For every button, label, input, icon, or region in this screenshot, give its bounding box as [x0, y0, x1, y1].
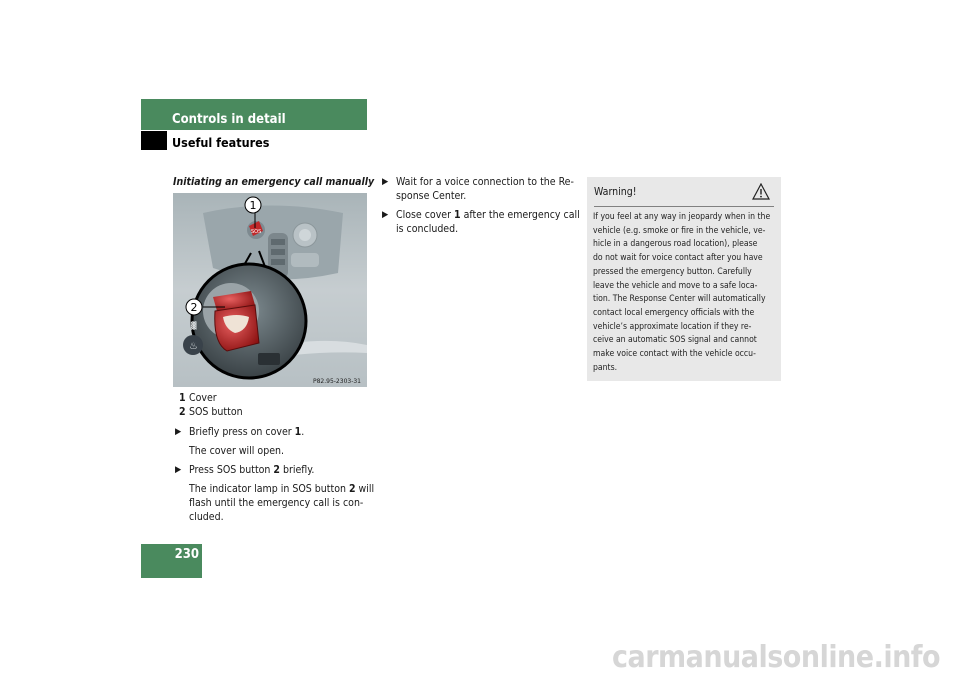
header-marker — [141, 131, 167, 150]
section-title: Controls in detail — [172, 112, 286, 127]
step-instruction: Close cover 1 after the emergency call — [396, 209, 580, 221]
step-bullet-icon: ▶ — [382, 177, 389, 187]
legend-item: 2 SOS button — [179, 406, 243, 418]
warning-triangle-icon — [752, 183, 770, 200]
step-instruction: Wait for a voice connection to the Re- — [396, 176, 574, 188]
procedure-heading: Initiating an emergency call manually — [173, 176, 375, 188]
svg-text:♨: ♨ — [189, 341, 198, 352]
sos-label: SOS — [251, 229, 262, 235]
step-instruction: Press SOS button 2 briefly. — [189, 464, 315, 476]
watermark: carmanualsonline.info — [612, 640, 941, 675]
step-bullet-icon: ▶ — [382, 210, 389, 220]
step-result: The cover will open. — [189, 445, 285, 457]
warning-title: Warning! — [594, 186, 637, 198]
warning-divider — [594, 206, 774, 207]
step-bullet-icon: ▶ — [175, 427, 182, 437]
legend-item: 1 Cover — [179, 392, 217, 404]
step-bullet-icon: ▶ — [175, 465, 182, 475]
step-instruction: sponse Center. — [396, 190, 467, 202]
figure-code: P82.95-2303-31 — [312, 378, 361, 385]
subsection-title: Useful features — [172, 135, 270, 150]
callout-2: 2 — [190, 301, 198, 314]
sos-button-figure — [173, 193, 367, 387]
step-result: flash until the emergency call is con- — [189, 497, 364, 509]
step-instruction: Briefly press on cover 1. — [189, 426, 305, 438]
warning-text: If you feel at any way in jeopardy when in the vehicle (e.g. smoke or fire in the vehicle, ve- hicle in a dangerous road location), please do not wait for voice contact after you have pressed the emergency button. Carefully leave the vehicle and move to a safe loca- tion. The Response Center will automatically contact local emergency officials with the vehicle’s approximate location if they re- ceive an automatic SOS signal and cannot make voice contact with the vehicle occu- pants. — [593, 212, 771, 373]
step-result: The indicator lamp in SOS button 2 will — [189, 483, 375, 495]
step-instruction: is concluded. — [396, 223, 459, 235]
svg-text:▓: ▓ — [191, 322, 197, 330]
page-number: 230 — [174, 547, 199, 562]
step-result: cluded. — [189, 511, 224, 523]
callout-1: 1 — [249, 199, 257, 212]
